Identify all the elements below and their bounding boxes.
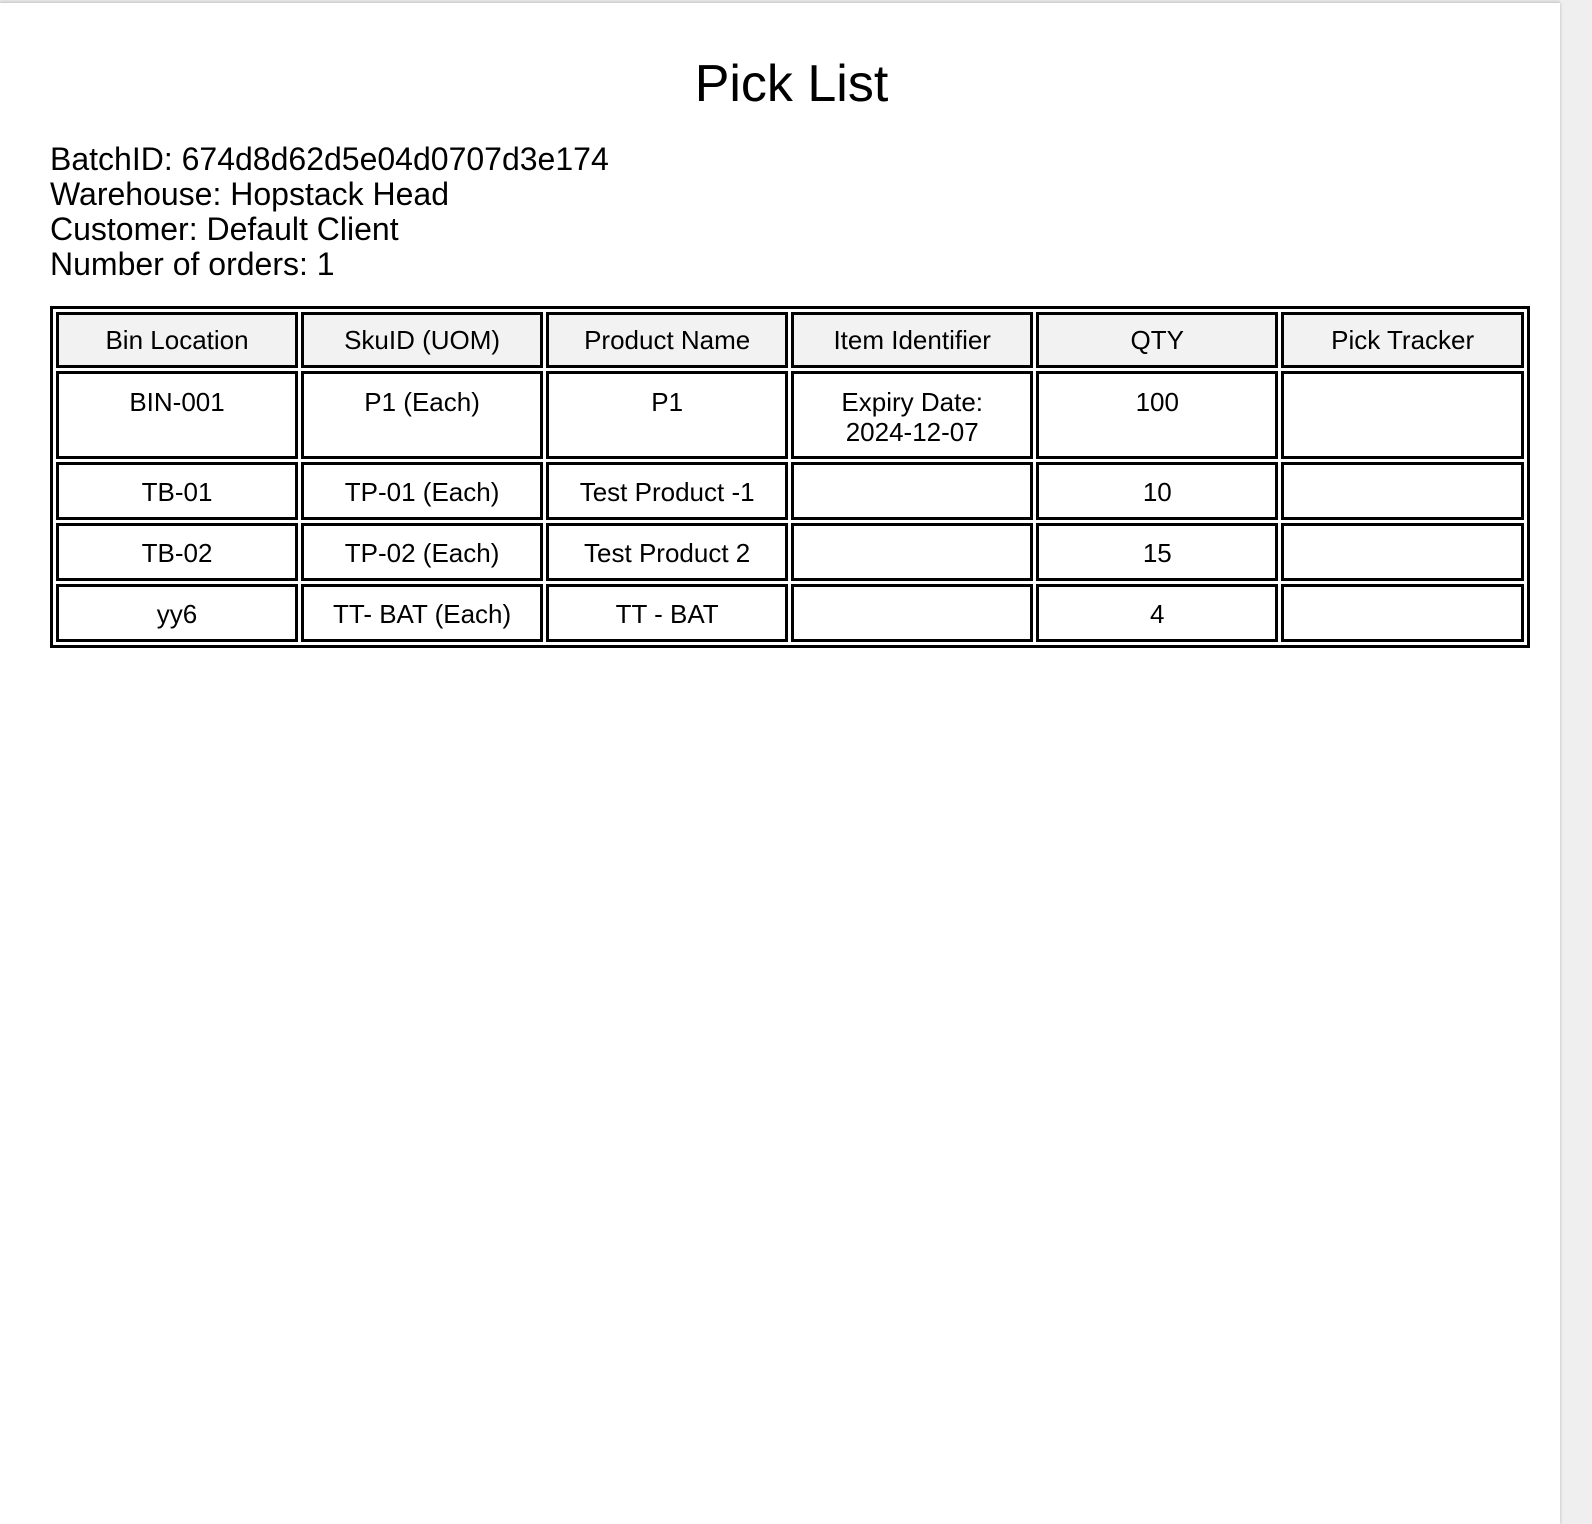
header-qty: QTY xyxy=(1036,312,1278,368)
table-row xyxy=(56,523,1524,581)
pick-tracker-cell xyxy=(1281,584,1524,642)
identifier-value: 2024-12-07 xyxy=(845,417,979,447)
table-header-row xyxy=(56,312,1524,368)
header-pick-tracker: Pick Tracker xyxy=(1281,312,1524,368)
viewer-scrollbar-gutter[interactable] xyxy=(1560,0,1592,1524)
qty-cell: 15 xyxy=(1036,523,1278,581)
table-row xyxy=(56,584,1524,642)
batch-id: BatchID: 674d8d62d5e04d0707d3e174 xyxy=(50,141,609,177)
product-name-cell: Test Product 2 xyxy=(546,523,788,581)
pick-tracker-cell xyxy=(1281,523,1524,581)
qty-cell: 4 xyxy=(1036,584,1278,642)
bin-location-cell: BIN-001 xyxy=(56,371,298,459)
header-bin-location: Bin Location xyxy=(56,312,298,368)
product-name-cell: Test Product -1 xyxy=(546,462,788,520)
header-sku-id: SkuID (UOM) xyxy=(301,312,543,368)
pick-tracker-cell xyxy=(1281,371,1524,459)
qty-cell: 10 xyxy=(1036,462,1278,520)
bin-location-cell: yy6 xyxy=(56,584,298,642)
sku-cell: TP-01 (Each) xyxy=(301,462,543,520)
qty-cell: 100 xyxy=(1036,371,1278,459)
product-name-cell: TT - BAT xyxy=(546,584,788,642)
item-identifier-cell xyxy=(791,371,1033,459)
warehouse: Warehouse: Hopstack Head xyxy=(50,176,450,212)
customer: Customer: Default Client xyxy=(50,211,399,247)
document-page xyxy=(0,3,1560,1524)
item-identifier-cell xyxy=(791,462,1033,520)
table-row xyxy=(56,462,1524,520)
item-identifier-cell xyxy=(791,523,1033,581)
item-identifier-cell xyxy=(791,584,1033,642)
bin-location-cell: TB-02 xyxy=(56,523,298,581)
batch-info xyxy=(50,142,609,282)
pick-tracker-cell xyxy=(1281,462,1524,520)
sku-cell: TT- BAT (Each) xyxy=(301,584,543,642)
sku-cell: P1 (Each) xyxy=(301,371,543,459)
table-row xyxy=(56,371,1524,459)
order-count: Number of orders: 1 xyxy=(50,246,335,282)
identifier-label: Expiry Date: xyxy=(841,387,984,417)
header-product-name: Product Name xyxy=(546,312,788,368)
sku-cell: TP-02 (Each) xyxy=(301,523,543,581)
page-title: Pick List xyxy=(694,55,889,113)
header-item-identifier: Item Identifier xyxy=(791,312,1033,368)
bin-location-cell: TB-01 xyxy=(56,462,298,520)
pick-list-table xyxy=(50,306,1530,648)
product-name-cell: P1 xyxy=(546,371,788,459)
